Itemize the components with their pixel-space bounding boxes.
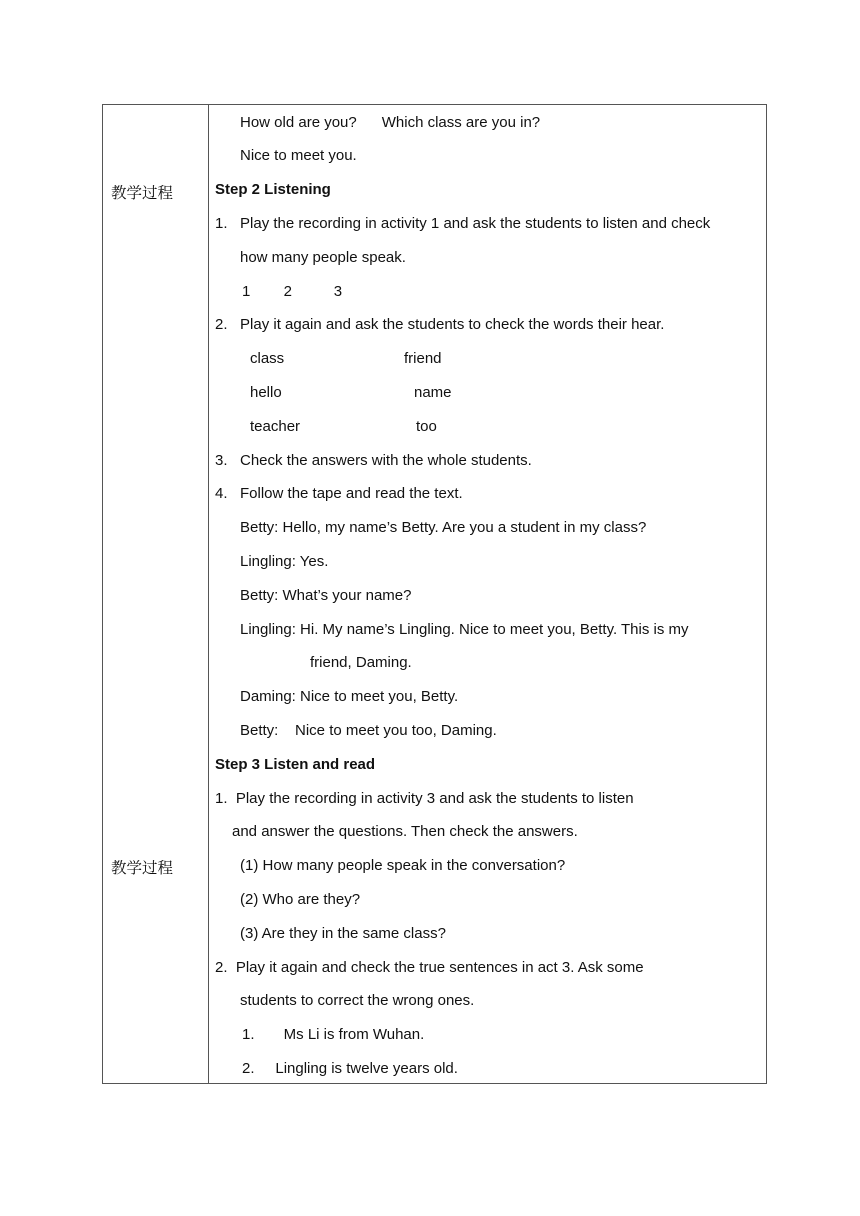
text-line: teacher <box>250 418 301 435</box>
text-line: Lingling: Hi. My name’s Lingling. Nice to meet you, Betty. This is my <box>240 621 689 638</box>
text-line: friend, Daming. <box>310 654 412 671</box>
text-line: Daming: Nice to meet you, Betty. <box>240 688 459 705</box>
text-line: students to correct the wrong ones. <box>240 992 475 1009</box>
text-line: Betty: Nice to meet you too, Daming. <box>240 722 497 739</box>
column-divider <box>208 105 209 1083</box>
text-line: 1. Ms Li is from Wuhan. <box>242 1026 425 1043</box>
text-line: (1) How many people speak in the conversation? <box>240 857 566 874</box>
text-line: How old are you? Which class are you in? <box>240 114 541 131</box>
text-line: Betty: What’s your name? <box>240 587 412 604</box>
text-line: 4. Follow the tape and read the text. <box>215 485 463 502</box>
text-line: too <box>416 418 437 435</box>
text-line: 1 2 3 <box>242 283 343 300</box>
text-line: (2) Who are they? <box>240 891 361 908</box>
text-line: and answer the questions. Then check the answers. <box>232 823 578 840</box>
text-line: name <box>414 384 452 401</box>
text-line: 1. Play the recording in activity 3 and ask the students to listen <box>215 790 634 807</box>
section-heading: Step 3 Listen and read <box>215 756 376 773</box>
text-line: friend <box>404 350 442 367</box>
text-line: class <box>250 350 285 367</box>
text-line: 2. Lingling is twelve years old. <box>242 1060 458 1077</box>
text-line: 2. Play it again and ask the students to check the words their hear. <box>215 316 665 333</box>
text-line: 1. Play the recording in activity 1 and ask the students to listen and check <box>215 215 711 232</box>
label-teaching-process-2: 教学过程 <box>111 860 174 877</box>
text-line: Lingling: Yes. <box>240 553 329 570</box>
text-line: hello <box>250 384 282 401</box>
text-line: (3) Are they in the same class? <box>240 925 446 942</box>
text-line: 2. Play it again and check the true sentences in act 3. Ask some <box>215 959 644 976</box>
section-heading: Step 2 Listening <box>215 181 331 198</box>
label-teaching-process-1: 教学过程 <box>111 185 174 202</box>
text-line: 3. Check the answers with the whole students. <box>215 452 532 469</box>
text-line: Nice to meet you. <box>240 147 357 164</box>
text-line: Betty: Hello, my name’s Betty. Are you a student in my class? <box>240 519 647 536</box>
text-line: how many people speak. <box>240 249 406 266</box>
